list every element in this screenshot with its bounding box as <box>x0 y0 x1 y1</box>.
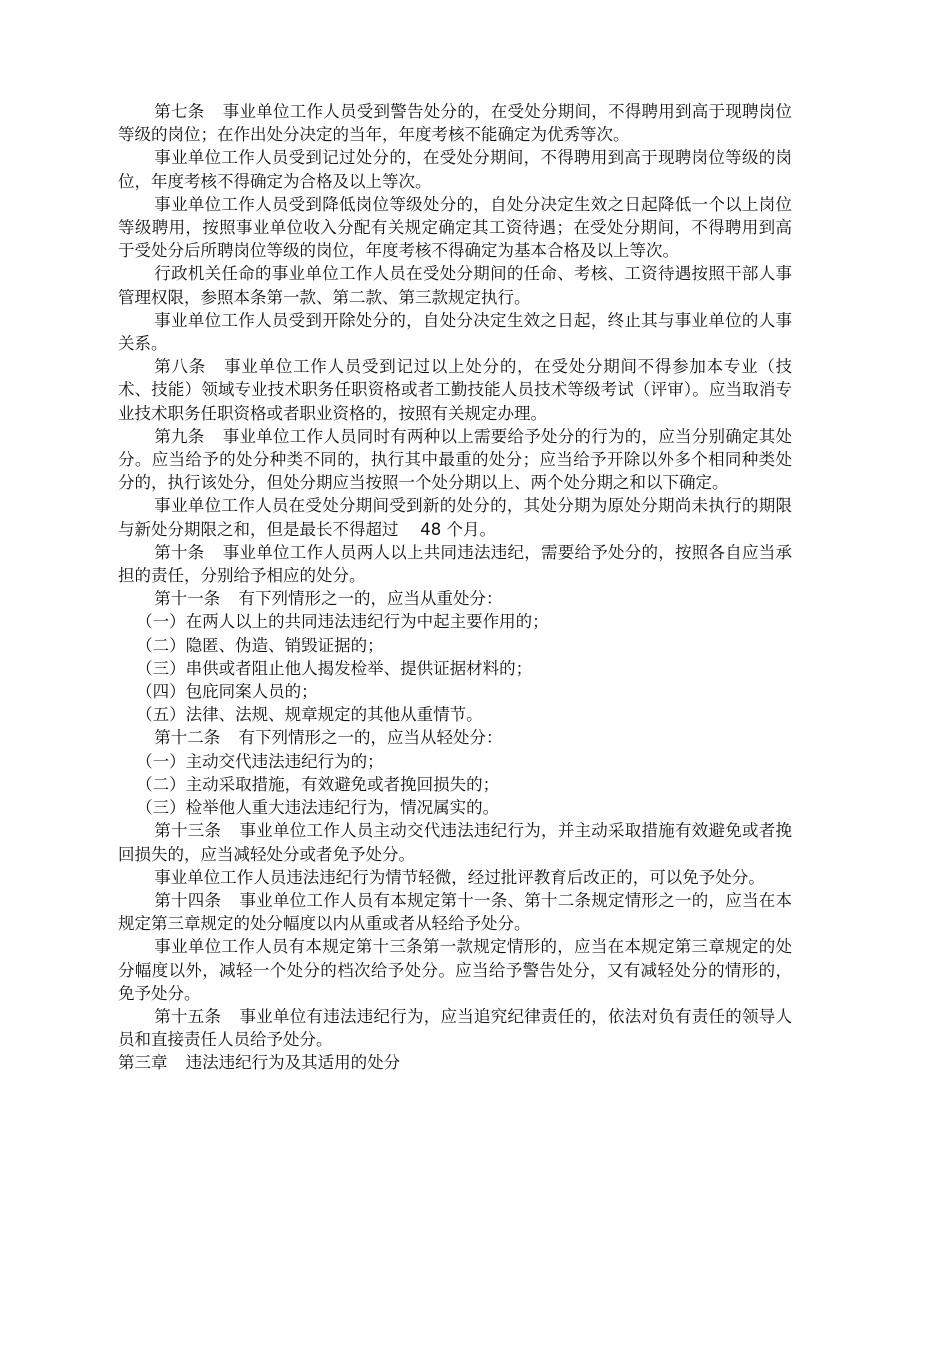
paragraph-text: 事业单位工作人员违法违纪行为情节轻微，经过批评教育后改正的，可以免予处分。 <box>154 867 765 887</box>
list-item <box>118 750 792 773</box>
article-paragraph <box>118 425 792 495</box>
chapter-label: 第三章 <box>118 1053 168 1073</box>
article-label: 第八条 <box>154 357 206 377</box>
list-item <box>118 773 792 796</box>
article-paragraph <box>118 587 792 610</box>
list-item-text: （一）主动交代违法违纪行为的； <box>136 751 384 771</box>
article-label: 第九条 <box>154 426 205 446</box>
list-item-text: （五）法律、法规、规章规定的其他从重情节。 <box>136 705 483 725</box>
paragraph <box>118 146 792 192</box>
paragraph <box>118 866 792 889</box>
article-label: 第十四条 <box>154 890 222 910</box>
chapter-title: 违法违纪行为及其适用的处分 <box>185 1053 401 1073</box>
article-paragraph <box>118 1005 792 1051</box>
list-item <box>118 703 792 726</box>
list-item <box>118 634 792 657</box>
article-paragraph <box>118 100 792 146</box>
list-item-text: （四）包庇同案人员的； <box>136 682 318 702</box>
paragraph-text: 事业单位工作人员在受处分期间受到新的处分的，其处分期为原处分期尚未执行的期限与新处分期限之和，但是最长不得超过 48 个月。 <box>118 496 792 539</box>
article-paragraph <box>118 726 792 749</box>
paragraph-text: 事业单位有违法违纪行为，应当追究纪律责任的，依法对负有责任的领导人员和直接责任人员给予处分。 <box>118 1006 793 1050</box>
article-label: 第十二条 <box>154 728 221 748</box>
document-page <box>118 100 792 1075</box>
article-paragraph <box>118 355 792 425</box>
paragraph <box>118 935 792 1005</box>
list-item <box>118 796 792 819</box>
list-item <box>118 610 792 633</box>
list-item-text: （二）主动采取措施，有效避免或者挽回损失的； <box>136 774 500 794</box>
article-paragraph <box>118 541 792 587</box>
paragraph-text: 事业单位工作人员受到警告处分的，在受处分期间，不得聘用到高于现聘岗位等级的岗位；在作出处分决定的当年，年度考核不能确定为优秀等次。 <box>118 102 793 145</box>
article-label: 第十三条 <box>154 821 222 841</box>
list-item <box>118 657 792 680</box>
list-item <box>118 680 792 703</box>
paragraph-text: 事业单位工作人员主动交代违法违纪行为，并主动采取措施有效避免或者挽回损失的，应当减轻处分或者免予处分。 <box>118 821 793 864</box>
article-label: 第十一条 <box>154 589 221 609</box>
list-item-text: （三）串供或者阻止他人揭发检举、提供证据材料的； <box>136 658 533 678</box>
paragraph-text: 事业单位工作人员受到降低岗位等级处分的，自处分决定生效之日起降低一个以上岗位等级聘用，按照事业单位收入分配有关规定确定其工资待遇；在受处分期间，不得聘用到高于受处分后所聘岗位等级的岗位，年度考核不得确定为基本合格及以上等次。 <box>118 194 792 261</box>
paragraph-text: 行政机关任命的事业单位工作人员在受处分期间的任命、考核、工资待遇按照干部人事管理权限，参照本条第一款、第二款、第三款规定执行。 <box>118 264 792 307</box>
list-item-text: （三）检举他人重大违法违纪行为，情况属实的。 <box>136 798 500 818</box>
paragraph-text: 有下列情形之一的，应当从重处分： <box>238 589 503 609</box>
paragraph <box>118 193 792 263</box>
list-item-text: （二）隐匿、伪造、销毁证据的； <box>136 635 384 655</box>
article-paragraph <box>118 819 792 865</box>
paragraph-text: 事业单位工作人员两人以上共同违法违纪，需要给予处分的，按照各自应当承担的责任，分别给予相应的处分。 <box>118 542 793 586</box>
paragraph <box>118 309 792 355</box>
article-paragraph <box>118 889 792 935</box>
paragraph-text: 事业单位工作人员受到记过处分的，在受处分期间，不得聘用到高于现聘岗位等级的岗位，年度考核不得确定为合格及以上等次。 <box>118 148 792 191</box>
paragraph-text: 事业单位工作人员受到记过以上处分的，在受处分期间不得参加本专业（技术、技能）领域专业技术职务任职资格或者工勤技能人员技术等级考试（评审）。应当取消专业技术职务任职资格或者职业资格的，按照有关规定办理。 <box>118 357 793 423</box>
article-label: 第十条 <box>154 542 205 562</box>
paragraph-text: 有下列情形之一的，应当从轻处分： <box>238 728 503 748</box>
article-label: 第十五条 <box>154 1006 222 1026</box>
chapter-heading <box>118 1051 792 1074</box>
list-item-text: （一）在两人以上的共同违法违纪行为中起主要作用的； <box>136 612 549 632</box>
paragraph-text: 事业单位工作人员有本规定第十三条第一款规定情形的，应当在本规定第三章规定的处分幅度以外，减轻一个处分的档次给予处分。应当给予警告处分，又有减轻处分的情形的，免予处分。 <box>118 937 792 1003</box>
paragraph <box>118 262 792 308</box>
paragraph <box>118 494 792 540</box>
paragraph-text: 事业单位工作人员同时有两种以上需要给予处分的行为的，应当分别确定其处分。应当给予的处分种类不同的，执行其中最重的处分；应当给予开除以外多个相同种类处分的，执行该处分，但处分期应当按照一个处分期以上、两个处分期之和以下确定。 <box>118 426 793 493</box>
paragraph-text: 事业单位工作人员有本规定第十一条、第十二条规定情形之一的，应当在本规定第三章规定的处分幅度以内从重或者从轻给予处分。 <box>118 890 793 934</box>
article-label: 第七条 <box>154 102 205 121</box>
paragraph-text: 事业单位工作人员受到开除处分的，自处分决定生效之日起，终止其与事业单位的人事关系。 <box>118 310 792 354</box>
